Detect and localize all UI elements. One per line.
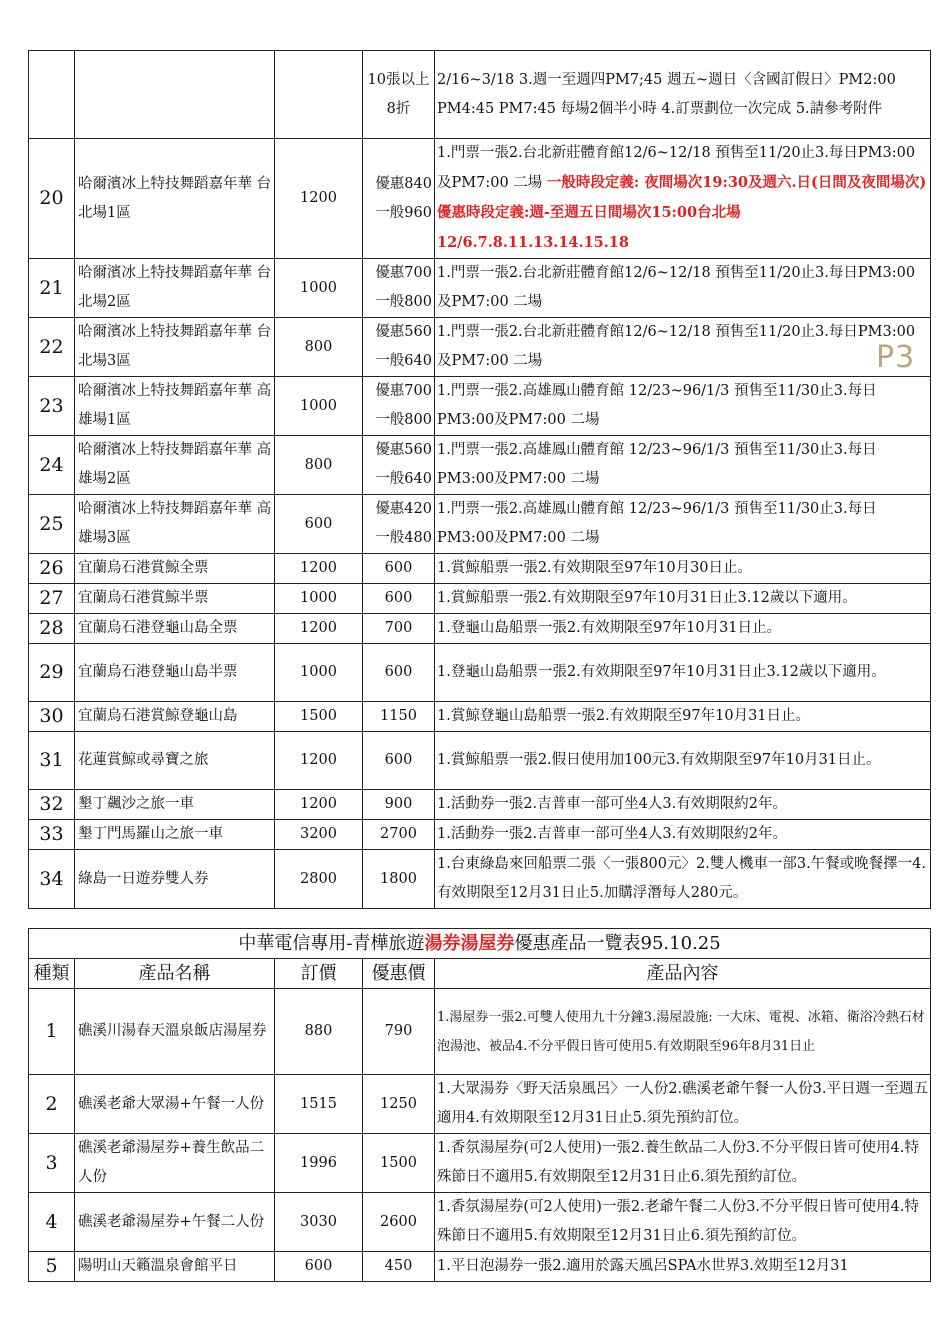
price-cell: 1200: [275, 790, 363, 820]
price-cell: 600: [275, 1252, 363, 1282]
desc-cell: 1.香氛湯屋券(可2人使用)一張2.養生飲品二人份3.不分平假日皆可使用4.特殊節日不適用5.有效期限至12月31日止6.須先預約訂位。: [435, 1134, 931, 1193]
num-cell: 27: [29, 584, 75, 614]
name-cell: 宜蘭烏石港登龜山島半票: [75, 644, 275, 702]
table-row: [29, 1134, 931, 1193]
table-row: [29, 554, 931, 584]
num-cell: 2: [29, 1075, 75, 1134]
price-cell: 800: [275, 318, 363, 377]
discount-cell: 1150: [363, 702, 435, 732]
desc-cell: 1.湯屋券一張2.可雙人使用九十分鐘3.湯屋設施: 一大床、電視、冰箱、衛浴冷熱石材泡湯池、被品4.不分平假日皆可使用5.有效期限至96年8月31日止: [435, 989, 931, 1075]
name-cell: 哈爾濱冰上特技舞蹈嘉年華 台北場1區: [75, 139, 275, 259]
desc-cell: 2/16~3/18 3.週一至週四PM7;45 週五~週日〈含國訂假日〉PM2:00 PM4:45 PM7:45 每場2個半小時 4.訂票劃位一次完成 5.請參考附件: [435, 51, 931, 139]
num-cell: 30: [29, 702, 75, 732]
price-cell: 1996: [275, 1134, 363, 1193]
desc-cell: 1.平日泡湯券一張2.適用於露天風呂SPA水世界3.效期至12月31: [435, 1252, 931, 1282]
name-cell: 墾丁門馬羅山之旅一車: [75, 820, 275, 850]
discount-general: 一般640: [375, 353, 432, 369]
discount-cell: [363, 259, 435, 318]
discount-cell: [363, 139, 435, 259]
discount-cell: 700: [363, 614, 435, 644]
table-row: [29, 584, 931, 614]
desc-cell: 1.門票一張2.台北新莊體育館12/6~12/18 預售至11/20止3.每日PM3:00及PM7:00 二場: [435, 259, 931, 318]
desc-cell: 1.賞鯨船票一張2.有效期限至97年10月31日止3.12歲以下適用。: [435, 584, 931, 614]
name-cell: 哈爾濱冰上特技舞蹈嘉年華 台北場3區: [75, 318, 275, 377]
table-row: [29, 1193, 931, 1252]
price-cell: 3200: [275, 820, 363, 850]
price-cell: 1200: [275, 732, 363, 790]
title-highlight: 湯券湯屋券: [424, 933, 515, 954]
name-cell: 哈爾濱冰上特技舞蹈嘉年華 高雄場2區: [75, 436, 275, 495]
header-price: 訂價: [275, 959, 363, 989]
name-cell: 宜蘭烏石港賞鯨半票: [75, 584, 275, 614]
name-cell: 綠島一日遊券雙人券: [75, 850, 275, 909]
desc-cell: 1.登龜山島船票一張2.有效期限至97年10月31日止。: [435, 614, 931, 644]
num-cell: 28: [29, 614, 75, 644]
discount-cell: 600: [363, 584, 435, 614]
name-cell: [75, 51, 275, 139]
table-row: [29, 377, 931, 436]
discount-cell: [363, 318, 435, 377]
discount-general: 一般960: [375, 204, 432, 221]
discount-cell: 10張以上8折: [363, 51, 435, 139]
price-cell: 800: [275, 436, 363, 495]
name-cell: 哈爾濱冰上特技舞蹈嘉年華 台北場2區: [75, 259, 275, 318]
products-table-2: [28, 928, 931, 1282]
header-row: [29, 959, 931, 989]
discount-cell: [363, 495, 435, 554]
discount-cell: 600: [363, 644, 435, 702]
products-table-1: [28, 50, 931, 909]
table-row: [29, 495, 931, 554]
discount-cell: 900: [363, 790, 435, 820]
table-row: [29, 139, 931, 259]
name-cell: 礁溪老爺湯屋券+養生飲品二人份: [75, 1134, 275, 1193]
discount-general: 一般480: [375, 530, 432, 546]
name-cell: 宜蘭烏石港登龜山島全票: [75, 614, 275, 644]
discount-cell: 450: [363, 1252, 435, 1282]
desc-highlight: 一般時段定義: 夜間場次19:30及週六.日(日間及夜間場次) 優惠時段定義:週-至週五日間場次15:00台北場12/6.7.8.11.13.14.15.18: [437, 174, 927, 251]
discount-cell: 790: [363, 989, 435, 1075]
name-cell: 哈爾濱冰上特技舞蹈嘉年華 高雄場3區: [75, 495, 275, 554]
discount-member: 優惠560: [375, 442, 432, 458]
desc-cell: 1.門票一張2.高雄鳳山體育館 12/23~96/1/3 預售至11/30止3.每日 PM3:00及PM7:00 二場: [435, 377, 931, 436]
desc-cell: 1.登龜山島船票一張2.有效期限至97年10月31日止3.12歲以下適用。: [435, 644, 931, 702]
table-row: [29, 989, 931, 1075]
discount-cell: 2600: [363, 1193, 435, 1252]
discount-member: 優惠560: [375, 324, 432, 340]
name-cell: 礁溪老爺湯屋券+午餐二人份: [75, 1193, 275, 1252]
table-row: [29, 259, 931, 318]
num-cell: 1: [29, 989, 75, 1075]
table-row: [29, 1252, 931, 1282]
discount-general: 一般800: [375, 412, 432, 428]
desc-cell: [435, 139, 931, 259]
num-cell: 25: [29, 495, 75, 554]
discount-cell: 2700: [363, 820, 435, 850]
num-cell: 32: [29, 790, 75, 820]
discount-general: 一般800: [375, 294, 432, 310]
desc-cell: 1.門票一張2.高雄鳳山體育館 12/23~96/1/3 預售至11/30止3.每日 PM3:00及PM7:00 二場: [435, 436, 931, 495]
discount-cell: 600: [363, 732, 435, 790]
desc-cell: 1.賞鯨船票一張2.假日使用加100元3.有效期限至97年10月31日止。: [435, 732, 931, 790]
name-cell: 墾丁飆沙之旅一車: [75, 790, 275, 820]
price-cell: 1000: [275, 377, 363, 436]
table-row: [29, 790, 931, 820]
price-cell: 1000: [275, 644, 363, 702]
price-cell: 1000: [275, 584, 363, 614]
desc-cell: 1.活動券一張2.吉普車一部可坐4人3.有效期限約2年。: [435, 820, 931, 850]
desc-cell: 1.大眾湯券〈野天活泉風呂〉一人份2.礁溪老爺午餐一人份3.平日週一至週五適用4.有效期限至12月31日止5.須先預約訂位。: [435, 1075, 931, 1134]
page-watermark: P3: [876, 340, 916, 375]
table-title-row: [29, 929, 931, 959]
table-row: [29, 436, 931, 495]
header-discount: 優惠價: [363, 959, 435, 989]
discount-cell: [363, 436, 435, 495]
desc-cell: 1.賞鯨登龜山島船票一張2.有效期限至97年10月31日止。: [435, 702, 931, 732]
price-cell: [275, 51, 363, 139]
num-cell: 31: [29, 732, 75, 790]
price-cell: 880: [275, 989, 363, 1075]
header-type: 種類: [29, 959, 75, 989]
table-row: [29, 850, 931, 909]
num-cell: 23: [29, 377, 75, 436]
header-desc: 產品內容: [435, 959, 931, 989]
num-cell: 21: [29, 259, 75, 318]
table-row: [29, 732, 931, 790]
num-cell: 34: [29, 850, 75, 909]
desc-cell: 1.台東綠島來回船票二張〈一張800元〉2.雙人機車一部3.午餐或晚餐擇一4.有效期限至12月31日止5.加購浮潛每人280元。: [435, 850, 931, 909]
discount-member: 優惠420: [375, 501, 432, 517]
table-row: [29, 614, 931, 644]
discount-cell: 1800: [363, 850, 435, 909]
num-cell: 4: [29, 1193, 75, 1252]
name-cell: 礁溪川湯春天溫泉飯店湯屋券: [75, 989, 275, 1075]
discount-member: 優惠840: [375, 175, 432, 192]
table-row: [29, 644, 931, 702]
num-cell: 22: [29, 318, 75, 377]
table-title: 中華電信專用-青樺旅遊湯券湯屋券優惠產品一覽表95.10.25: [29, 929, 931, 959]
discount-member: 優惠700: [375, 383, 432, 399]
price-cell: 3030: [275, 1193, 363, 1252]
name-cell: 花蓮賞鯨或尋寶之旅: [75, 732, 275, 790]
num-cell: 3: [29, 1134, 75, 1193]
price-cell: 1500: [275, 702, 363, 732]
num-cell: 20: [29, 139, 75, 259]
price-cell: 1200: [275, 554, 363, 584]
table-row: [29, 51, 931, 139]
desc-text: 1.門票一張2.台北新莊體育館12/6~12/18 預售至11/20止3.每日PM3:00及PM7:00 二場: [437, 145, 916, 191]
discount-member: 優惠700: [375, 265, 432, 281]
num-cell: 29: [29, 644, 75, 702]
name-cell: 宜蘭烏石港賞鯨全票: [75, 554, 275, 584]
header-name: 產品名稱: [75, 959, 275, 989]
price-cell: 1200: [275, 614, 363, 644]
desc-cell: 1.門票一張2.台北新莊體育館12/6~12/18 預售至11/20止3.每日PM3:00及PM7:00 二場: [435, 318, 931, 377]
price-cell: 2800: [275, 850, 363, 909]
name-cell: 宜蘭烏石港賞鯨登龜山島: [75, 702, 275, 732]
discount-general: 一般640: [375, 471, 432, 487]
desc-cell: 1.門票一張2.高雄鳳山體育館 12/23~96/1/3 預售至11/30止3.每日 PM3:00及PM7:00 二場: [435, 495, 931, 554]
num-cell: 5: [29, 1252, 75, 1282]
desc-cell: 1.賞鯨船票一張2.有效期限至97年10月30日止。: [435, 554, 931, 584]
discount-cell: 1500: [363, 1134, 435, 1193]
name-cell: 礁溪老爺大眾湯+午餐一人份: [75, 1075, 275, 1134]
price-cell: 1000: [275, 259, 363, 318]
num-cell: [29, 51, 75, 139]
discount-cell: [363, 377, 435, 436]
price-cell: 1200: [275, 139, 363, 259]
desc-cell: 1.香氛湯屋券(可2人使用)一張2.老爺午餐二人份3.不分平假日皆可使用4.特殊節日不適用5.有效期限至12月31日止6.須先預約訂位。: [435, 1193, 931, 1252]
name-cell: 哈爾濱冰上特技舞蹈嘉年華 高雄場1區: [75, 377, 275, 436]
price-cell: 600: [275, 495, 363, 554]
name-cell: 陽明山天籟溫泉會館平日: [75, 1252, 275, 1282]
desc-cell: 1.活動券一張2.吉普車一部可坐4人3.有效期限約2年。: [435, 790, 931, 820]
discount-cell: 1250: [363, 1075, 435, 1134]
table-row: [29, 1075, 931, 1134]
price-cell: 1515: [275, 1075, 363, 1134]
num-cell: 24: [29, 436, 75, 495]
discount-cell: 600: [363, 554, 435, 584]
table-row: [29, 318, 931, 377]
num-cell: 26: [29, 554, 75, 584]
table-row: [29, 820, 931, 850]
num-cell: 33: [29, 820, 75, 850]
table-row: [29, 702, 931, 732]
